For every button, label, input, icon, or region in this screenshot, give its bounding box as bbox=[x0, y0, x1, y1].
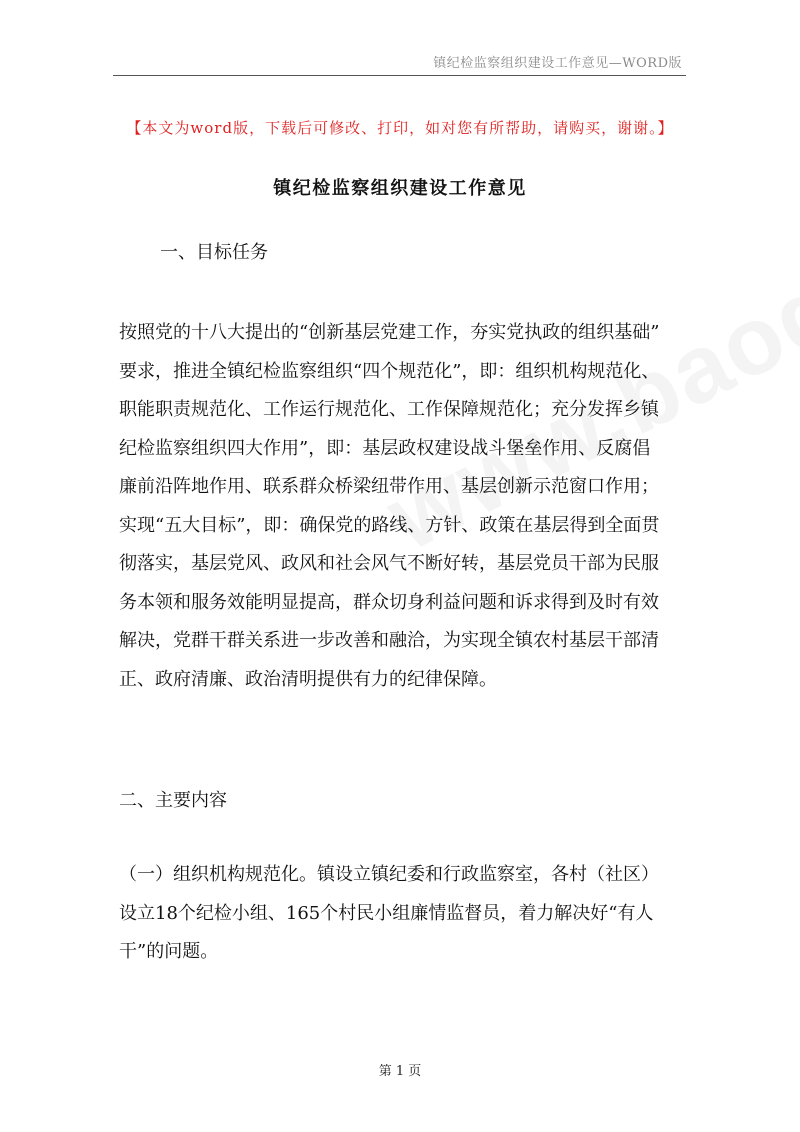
paragraph-line: 实现“五大目标”，即：确保党的路线、方针、政策在基层得到全面贯 bbox=[119, 514, 660, 536]
paragraph-line: 解决，党群干群关系进一步改善和融洽，为实现全镇农村基层干部清 bbox=[119, 630, 659, 651]
paragraph-line: （一）组织机构规范化。镇设立镇纪委和行政监察室，各村（社区） bbox=[119, 864, 659, 885]
paragraph-line: 职能职责规范化、工作运行规范化、工作保障规范化；充分发挥乡镇 bbox=[119, 399, 659, 420]
paragraph-line: 干”的问题。 bbox=[119, 941, 219, 962]
paragraph-line: 彻落实，基层党风、政风和社会风气不断好转，基层党员干部为民服 bbox=[119, 553, 659, 574]
paragraph-line: 纪检监察组织四大作用”，即：基层政权建设战斗堡垒作用、反腐倡 bbox=[119, 437, 651, 459]
running-header: 镇纪检监察组织建设工作意见—WORD版 bbox=[433, 56, 682, 71]
page-number: 第 1 页 bbox=[378, 1064, 422, 1079]
paragraph-line: 正、政府清廉、政治清明提供有力的纪律保障。 bbox=[119, 668, 497, 690]
download-notice: 【本文为word版，下载后可修改、打印，如对您有所帮助，请购买，谢谢。】 bbox=[126, 119, 674, 137]
paragraph-line: 务本领和服务效能明显提高，群众切身利益问题和诉求得到及时有效 bbox=[119, 591, 659, 613]
section-heading-goals: 一、目标任务 bbox=[160, 242, 268, 263]
paragraph-line: 按照党的十八大提出的“创新基层党建工作，夯实党执政的组织基础” bbox=[119, 322, 660, 343]
paragraph-organization bbox=[119, 856, 689, 972]
paragraph-line: 要求，推进全镇纪检监察组织“四个规范化”，即：组织机构规范化、 bbox=[119, 360, 660, 382]
header-divider bbox=[113, 75, 686, 76]
section-heading-content: 二、主要内容 bbox=[119, 790, 227, 811]
document-title: 镇纪检监察组织建设工作意见 bbox=[273, 178, 527, 199]
paragraph-line: 设立18个纪检小组、165个村民小组廉情监督员，着力解决好“有人 bbox=[119, 902, 654, 924]
paragraph-line: 廉前沿阵地作用、联系群众桥梁纽带作用、基层创新示范窗口作用； bbox=[119, 476, 659, 497]
